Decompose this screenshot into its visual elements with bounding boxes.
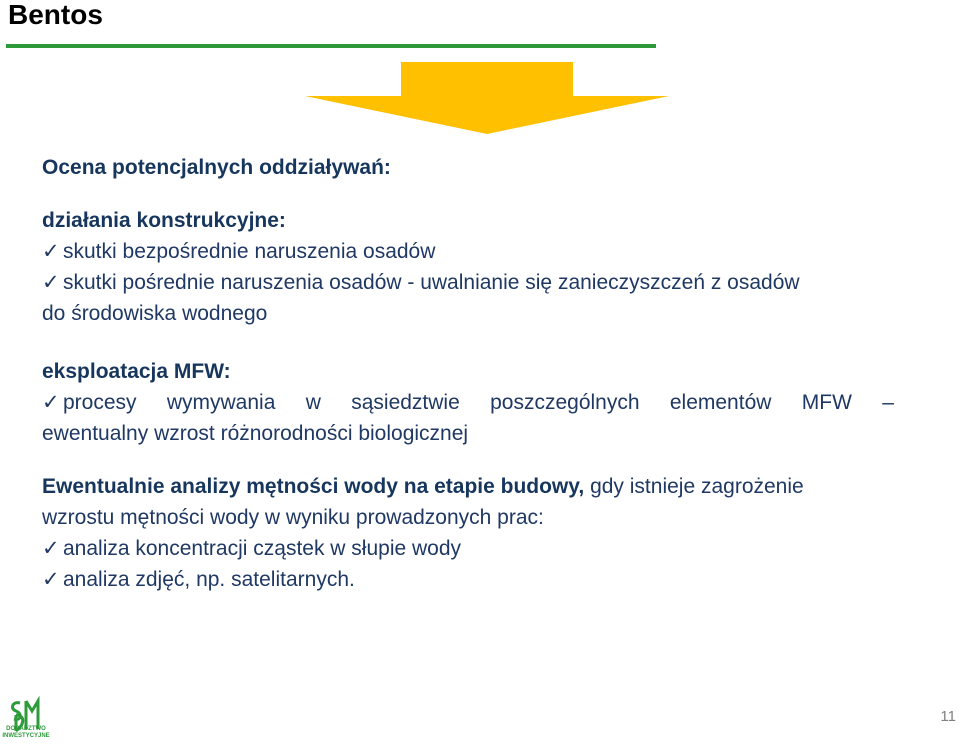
- analysis-line2: wzrostu mętności wody w wyniku prowadzonych prac:: [42, 506, 544, 529]
- logo-caption: DORADZTWO INWESTYCYJNE: [2, 726, 50, 739]
- analysis-paragraph: Ewentualnie analizy mętności wody na etapie budowy, gdy istnieje zagrożenie: [42, 475, 804, 498]
- construction-heading: działania konstrukcyjne:: [42, 209, 286, 232]
- analysis-bold-lead: Ewentualnie analizy mętności wody na etapie budowy,: [42, 475, 585, 498]
- list-item-continuation: do środowiska wodnego: [42, 302, 268, 325]
- check-icon: ✓: [42, 391, 60, 414]
- down-arrow-icon: [305, 62, 669, 134]
- slide-title: Bentos: [8, 0, 103, 30]
- list-item: ✓ skutki bezpośrednie naruszenia osadów: [42, 236, 922, 267]
- page-number: 11: [940, 708, 956, 725]
- operation-heading: eksploatacja MFW:: [42, 360, 231, 383]
- list-item: ✓ analiza zdjęć, np. satelitarnych.: [42, 564, 922, 595]
- title-underline: [6, 44, 656, 48]
- check-icon: ✓: [42, 537, 60, 560]
- check-icon: ✓: [42, 240, 60, 263]
- check-icon: ✓: [42, 568, 60, 591]
- assessment-heading: Ocena potencjalnych oddziaływań:: [42, 156, 391, 179]
- list-item: ✓ skutki pośrednie naruszenia osadów - uwalnianie się zanieczyszczeń z osadów: [42, 267, 922, 298]
- list-item: ✓ analiza koncentracji cząstek w słupie wody: [42, 533, 922, 564]
- check-icon: ✓: [42, 271, 60, 294]
- list-item-continuation: ewentualny wzrost różnorodności biologicznej: [42, 422, 469, 445]
- slide-body: [42, 152, 922, 595]
- list-item: ✓ procesy wymywania w sąsiedztwie poszczególnych elementów MFW –: [42, 387, 922, 418]
